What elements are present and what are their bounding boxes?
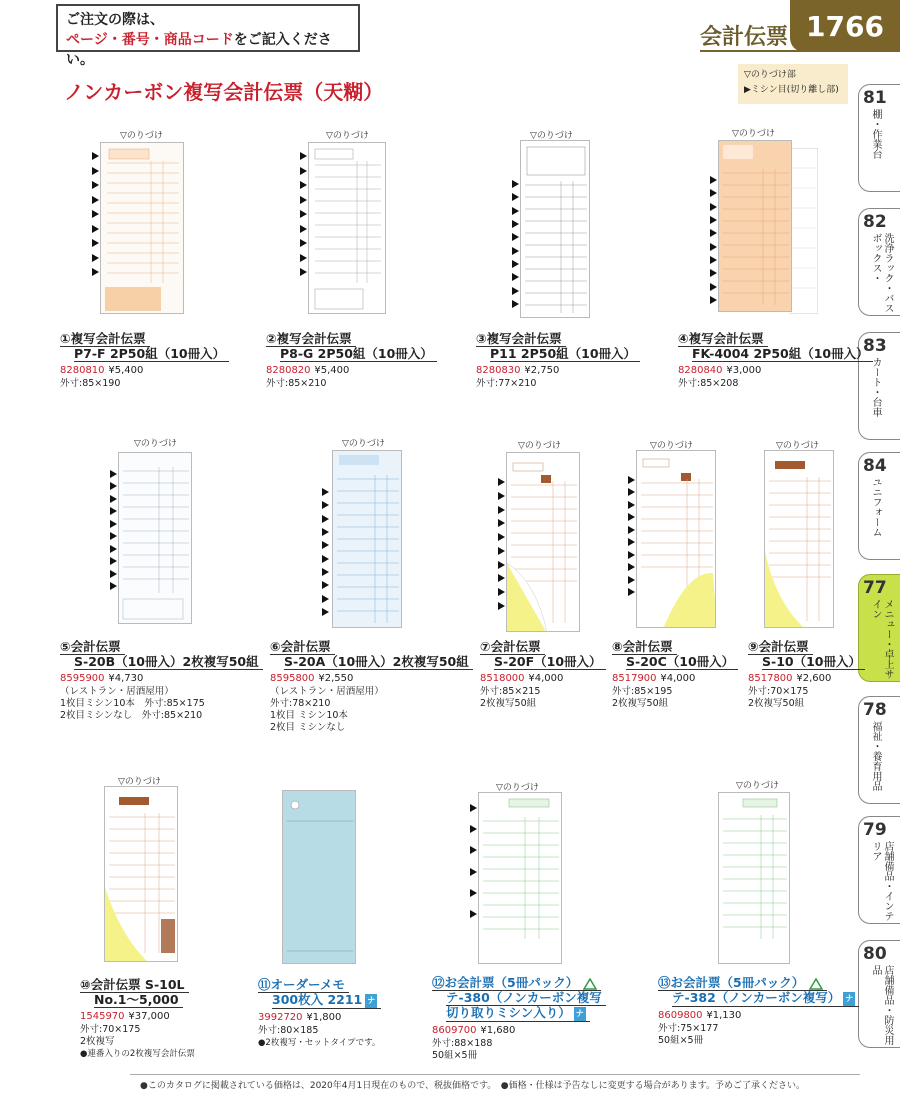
- product-price: ¥4,000: [660, 673, 696, 684]
- form-image-7: [506, 452, 580, 632]
- product-spec: 1枚目ミシン10本 外寸:85×175: [60, 698, 205, 709]
- nori-label: ▽のりづけ: [732, 129, 775, 139]
- perforation-arrows: [92, 152, 99, 276]
- form-image-11: [282, 790, 356, 964]
- product-code: 8280820: [266, 365, 311, 376]
- product-code: 8595800: [270, 673, 315, 684]
- product-spec: （レストラン・居酒屋用）: [60, 686, 174, 697]
- legend-box: [738, 64, 848, 104]
- perforation-arrows: [498, 478, 505, 610]
- nori-label: ▽のりづけ: [342, 439, 385, 449]
- product-model-11: [272, 993, 381, 1009]
- product-5: [60, 640, 263, 722]
- product-code: 8609700: [432, 1024, 477, 1036]
- product-4: [678, 332, 873, 390]
- tab-number: 79: [863, 820, 887, 840]
- product-code: 8518000: [480, 673, 525, 684]
- tab-text: 店舗備品・防災用品: [870, 965, 893, 1045]
- form-image-2: [308, 142, 386, 314]
- category-title: 会計伝票: [700, 25, 789, 50]
- product-model-5: S-20B（10冊入）2枚複写50組: [74, 655, 263, 670]
- product-name-text: ⑫お会計票（5冊パック）: [432, 975, 579, 990]
- footer-divider: [130, 1074, 860, 1075]
- product-model-10: No.1～5,000: [94, 993, 183, 1008]
- tab-text: メニュー・卓上サイン: [870, 599, 893, 679]
- product-spec: 外寸:85×208: [678, 378, 739, 389]
- product-code: 8517900: [612, 673, 657, 684]
- product-spec: 2枚複写50組: [612, 698, 669, 709]
- product-model-8: S-20C（10冊入）: [626, 655, 738, 670]
- tab-number: 81: [863, 88, 887, 108]
- product-name-9: ⑨会計伝票: [748, 640, 813, 655]
- product-spec: 外寸:75×177: [658, 1022, 719, 1034]
- product-code: 8595900: [60, 673, 105, 684]
- product-price: ¥3,000: [726, 365, 762, 376]
- nori-label: ▽のりづけ: [530, 131, 573, 141]
- form-image-12: [478, 792, 562, 964]
- product-3: [476, 332, 640, 390]
- nori-label: ▽のりづけ: [518, 441, 561, 451]
- product-price: ¥1,680: [480, 1024, 516, 1036]
- product-model-12b: [446, 1006, 590, 1022]
- notice-tail-text: をご記入ください。: [66, 32, 332, 68]
- product-price: ¥37,000: [128, 1011, 170, 1022]
- product-13: [658, 976, 859, 1047]
- perforation-arrows: [470, 804, 477, 918]
- product-7: [480, 640, 606, 710]
- product-spec: 2枚目 ミシンなし: [270, 722, 346, 733]
- form-image-9: [764, 450, 834, 628]
- product-model-1: P7-F 2P50組（10冊入）: [74, 347, 229, 362]
- product-spec: 外寸:85×210: [266, 378, 327, 389]
- product-price: ¥2,750: [524, 365, 560, 376]
- product-model-2: P8-G 2P50組（10冊入）: [280, 347, 437, 362]
- product-spec: ●2枚複写・セットタイプです。: [258, 1037, 381, 1048]
- form-image-5: [118, 452, 192, 624]
- product-code: 8280830: [476, 365, 521, 376]
- navi-icon: ナ: [574, 1007, 586, 1021]
- product-name-text: ⑬お会計票（5冊パック）: [658, 975, 805, 990]
- form-image-10: [104, 786, 178, 962]
- perforation-arrows: [710, 176, 717, 304]
- product-model-6: S-20A（10冊入）2枚複写50組: [284, 655, 473, 670]
- form-image-4: [718, 140, 792, 312]
- product-model-text: 切り取りミシン入り）: [446, 1005, 571, 1020]
- perforation-arrows: [512, 180, 519, 308]
- tab-text: 店舗備品・インテリア: [870, 841, 893, 921]
- product-spec: 50組×5冊: [658, 1034, 704, 1046]
- product-code: 8280840: [678, 365, 723, 376]
- notice-red-text: ページ・番号・商品コード: [66, 32, 234, 48]
- product-name-6: ⑥会計伝票: [270, 640, 335, 655]
- nori-label: ▽のりづけ: [118, 777, 161, 787]
- product-spec: ●連番入りの2枚複写会計伝票: [80, 1049, 195, 1059]
- nori-label: ▽のりづけ: [496, 783, 539, 793]
- tab-80[interactable]: [858, 940, 900, 1048]
- product-name-7: ⑦会計伝票: [480, 640, 545, 655]
- product-price: ¥4,000: [528, 673, 564, 684]
- product-model-text: テ-382（ノンカーボン複写）: [672, 990, 841, 1005]
- footer-note: ●このカタログに掲載されている価格は、2020年4月1日現在のもので、税抜価格です。 ●価格・仕様は予告なしに変更する場合があります。予めご了承ください。: [140, 1081, 805, 1091]
- product-spec: 外寸:85×215: [480, 686, 541, 697]
- tab-81[interactable]: [858, 84, 900, 192]
- product-spec: 2枚複写50組: [748, 698, 805, 709]
- form-image-3: [520, 140, 590, 318]
- product-model-3: P11 2P50組（10冊入）: [490, 347, 640, 362]
- product-spec: 外寸:78×210: [270, 698, 331, 709]
- product-spec: 2枚目ミシンなし 外寸:85×210: [60, 710, 203, 721]
- perforation-arrows: [322, 488, 329, 616]
- product-spec: 外寸:88×188: [432, 1037, 493, 1049]
- product-model-7: S-20F（10冊入）: [494, 655, 606, 670]
- tab-number: 83: [863, 336, 887, 356]
- perforation-arrows: [628, 476, 635, 596]
- nori-label: ▽のりづけ: [650, 441, 693, 451]
- product-price: ¥1,130: [706, 1009, 742, 1021]
- tab-text: 洗浄ラック・バスボックス・: [870, 233, 893, 313]
- navi-icon: ナ: [843, 992, 855, 1006]
- product-9: [748, 640, 865, 710]
- nori-label: ▽のりづけ: [736, 781, 779, 791]
- product-spec: 2枚複写: [80, 1036, 115, 1047]
- product-name-11: ⑪オーダーメモ: [258, 978, 349, 993]
- product-code: 3992720: [258, 1011, 303, 1023]
- product-code: 1545970: [80, 1011, 125, 1022]
- product-name-4: ④複写会計伝票: [678, 332, 768, 347]
- tab-number: 84: [863, 456, 887, 476]
- form-image-8: [636, 450, 716, 628]
- product-model-4: FK-4004 2P50組（10冊入）: [692, 347, 873, 362]
- form-image-4-back: [790, 148, 818, 314]
- product-code: 8609800: [658, 1009, 703, 1021]
- nori-label: ▽のりづけ: [776, 441, 819, 451]
- product-name-12: [432, 976, 601, 991]
- product-spec: 外寸:70×175: [80, 1024, 141, 1035]
- product-spec: 50組×5冊: [432, 1049, 478, 1061]
- product-spec: 外寸:80×185: [258, 1024, 319, 1036]
- product-spec: 外寸:70×175: [748, 686, 809, 697]
- product-model-9: S-10（10冊入）: [762, 655, 865, 670]
- legend-nori: ▽のりづけ部: [744, 70, 796, 80]
- product-12: [432, 976, 606, 1062]
- tab-number: 77: [863, 578, 887, 598]
- nori-label: ▽のりづけ: [326, 131, 369, 141]
- product-spec: 外寸:77×210: [476, 378, 537, 389]
- product-price: ¥5,400: [108, 365, 144, 376]
- product-6: [270, 640, 473, 734]
- order-notice-box: [56, 4, 360, 68]
- product-spec: 2枚複写50組: [480, 698, 537, 709]
- product-11: [258, 978, 381, 1049]
- page-number: 1766: [790, 0, 900, 52]
- header-divider: [700, 50, 900, 52]
- tab-number: 82: [863, 212, 887, 232]
- product-name-8: ⑧会計伝票: [612, 640, 677, 655]
- form-image-6: [332, 450, 402, 628]
- product-name-3: ③複写会計伝票: [476, 332, 566, 347]
- product-1: [60, 332, 229, 390]
- tab-text: 福祉・養育用品: [870, 721, 881, 791]
- eco-mark-icon: [583, 978, 597, 990]
- product-price: ¥4,730: [108, 673, 144, 684]
- tab-number: 80: [863, 944, 887, 964]
- product-2: [266, 332, 437, 390]
- product-code: 8517800: [748, 673, 793, 684]
- product-spec: 外寸:85×190: [60, 378, 121, 389]
- product-spec: 外寸:85×195: [612, 686, 673, 697]
- product-code: 8280810: [60, 365, 105, 376]
- tab-text: ユニフォーム: [870, 477, 881, 537]
- nori-label: ▽のりづけ: [120, 131, 163, 141]
- tab-79[interactable]: [858, 816, 900, 924]
- product-model-12: テ-380（ノンカーボン複写: [446, 991, 606, 1006]
- product-price: ¥2,600: [796, 673, 832, 684]
- product-name-13: [658, 976, 827, 991]
- form-image-1: [100, 142, 184, 314]
- product-name-2: ②複写会計伝票: [266, 332, 356, 347]
- notice-line1: ご注文の際は、: [66, 12, 164, 28]
- tab-84[interactable]: [858, 452, 900, 560]
- product-model-text: 300枚入 2211: [272, 992, 363, 1007]
- eco-mark-icon: [809, 978, 823, 990]
- product-price: ¥5,400: [314, 365, 350, 376]
- product-8: [612, 640, 738, 710]
- product-spec: （レストラン・居酒屋用）: [270, 686, 384, 697]
- product-name-10: ⑩会計伝票 S-10L: [80, 978, 189, 993]
- product-10: [80, 978, 195, 1060]
- nori-label: ▽のりづけ: [134, 439, 177, 449]
- navi-icon: ナ: [365, 994, 377, 1008]
- product-name-1: ①複写会計伝票: [60, 332, 150, 347]
- tab-82[interactable]: [858, 208, 900, 316]
- perforation-arrows: [110, 470, 117, 590]
- product-model-13: [672, 991, 859, 1007]
- tab-text: カート・台車: [870, 357, 881, 417]
- perforation-arrows: [300, 152, 307, 276]
- tab-78[interactable]: [858, 696, 900, 804]
- product-spec: 1枚目 ミシン10本: [270, 710, 348, 721]
- page-title: ノンカーボン複写会計伝票（天糊）: [64, 80, 384, 104]
- tab-number: 78: [863, 700, 887, 720]
- legend-mishin: ▶ミシン目(切り離し部): [744, 85, 839, 95]
- product-name-5: ⑤会計伝票: [60, 640, 125, 655]
- product-price: ¥1,800: [306, 1011, 342, 1023]
- form-image-13: [718, 792, 790, 964]
- tab-text: 棚・作業台: [870, 109, 881, 159]
- product-price: ¥2,550: [318, 673, 354, 684]
